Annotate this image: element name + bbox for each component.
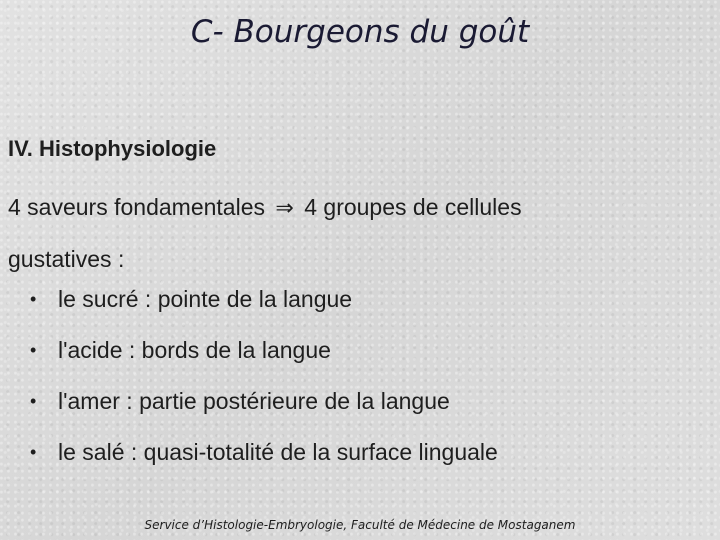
intro-line-2: gustatives : xyxy=(8,246,125,272)
intro-line-1 xyxy=(8,182,708,234)
taste-list xyxy=(30,280,498,484)
intro-text-after-arrow: 4 groupes de cellules xyxy=(304,194,522,220)
list-item xyxy=(30,331,498,382)
list-item-text: le salé : quasi-totalité de la surface linguale xyxy=(58,439,498,465)
intro-text-before-arrow: 4 saveurs fondamentales xyxy=(8,194,265,220)
slide-footer: Service d’Histologie-Embryologie, Faculté de Médecine de Mostaganem xyxy=(144,518,576,532)
list-item-text: l'amer : partie postérieure de la langue xyxy=(58,388,450,414)
bullet-icon: • xyxy=(30,391,37,411)
implies-arrow-icon: ⇒ xyxy=(275,196,294,221)
intro-paragraph xyxy=(8,182,708,284)
list-item xyxy=(30,382,498,433)
bullet-icon: • xyxy=(30,340,37,360)
list-item xyxy=(30,280,498,331)
list-item xyxy=(30,433,498,484)
bullet-icon: • xyxy=(30,442,37,462)
list-item-text: l'acide : bords de la langue xyxy=(58,337,331,363)
section-heading: IV. Histophysiologie xyxy=(8,136,217,161)
list-item-text: le sucré : pointe de la langue xyxy=(58,286,353,312)
slide-title: C- Bourgeons du goût xyxy=(190,14,530,50)
bullet-icon: • xyxy=(30,289,37,309)
